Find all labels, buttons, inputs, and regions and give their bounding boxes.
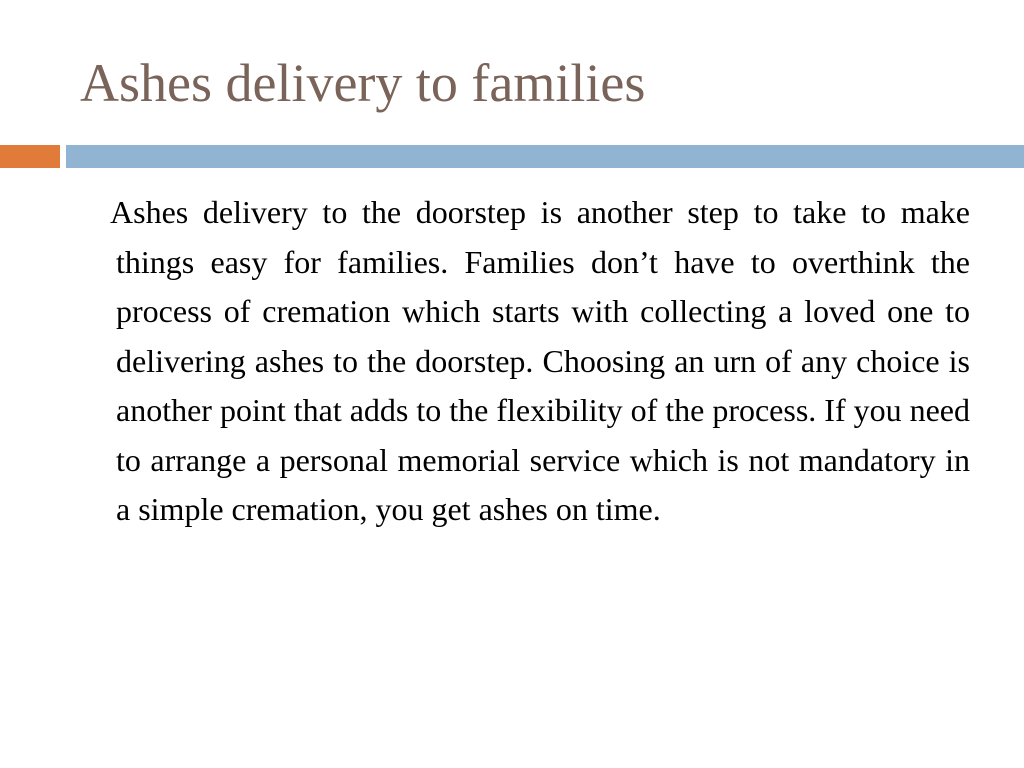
- accent-bar: [0, 145, 60, 168]
- slide-title: Ashes delivery to families: [80, 53, 646, 113]
- title-divider-bar: [66, 145, 1024, 168]
- slide-body-text: Ashes delivery to the doorstep is another step to take to make things easy for families. Families don’t have to overthink the process of cremation which starts with collecting a loved one to delivering ashes to the doorstep. Choosing an urn of any choice is another point that adds to the flexibility of the process. If you need to arrange a personal memorial service which is not mandatory in a simple cremation, you get ashes on time.: [110, 194, 970, 527]
